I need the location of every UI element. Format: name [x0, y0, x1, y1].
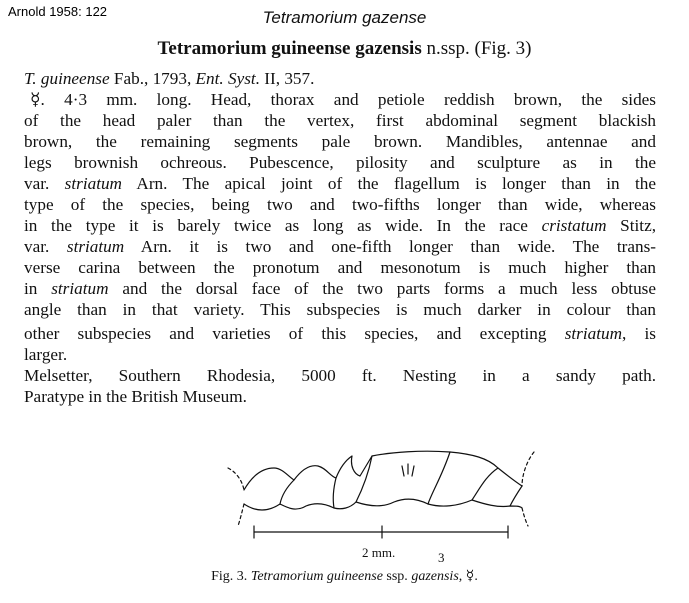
desc-line: brown, the remaining segments pale brown. Mandibles, antennae and	[24, 132, 656, 151]
desc-line: other subspecies and varieties of this species, and excepting striatum, is	[24, 324, 656, 343]
desc-line: larger.	[24, 345, 68, 364]
desc-line: legs brownish ochreous. Pubescence, pilosity and sculpture as in the	[24, 153, 656, 172]
scale-label: 2 mm.	[362, 545, 396, 560]
citation-header: Arnold 1958: 122	[8, 4, 108, 19]
segment-line	[356, 456, 372, 502]
segment-line	[428, 452, 450, 504]
sculpture-mark	[402, 466, 404, 476]
body-outline-bottom	[244, 499, 522, 510]
species-header: Tetramorium gazense	[262, 8, 427, 27]
sculpture-mark	[412, 466, 414, 476]
segment-line	[333, 478, 336, 508]
segment-line	[280, 480, 294, 504]
segment-line	[510, 486, 522, 506]
taxon-suffix: n.ssp. (Fig. 3)	[421, 38, 532, 59]
desc-line: ☿. 4·3 mm. long. Head, thorax and petiole reddish brown, the sides	[30, 90, 656, 109]
locality-line: Paratype in the British Museum.	[24, 387, 247, 406]
desc-line: var. striatum Arn. The apical joint of the flagellum is longer than in the	[24, 174, 656, 193]
description-body	[24, 68, 656, 407]
desc-line: var. striatum Arn. it is two and one-fifth longer than wide. The trans-	[24, 237, 657, 256]
body-outline-top	[244, 451, 522, 490]
taxon-name: Tetramorium guineense gazensis	[157, 38, 422, 59]
segment-line	[472, 468, 498, 500]
cut-line-left-lower	[238, 504, 244, 526]
cut-line-left	[228, 468, 244, 490]
desc-line: in the type it is barely twice as long as wide. In the race cristatum Stitz,	[24, 216, 656, 235]
figure-caption: Fig. 3. Tetramorium guineense ssp. gazensis, ☿.	[211, 569, 478, 584]
figure-number: 3	[438, 550, 445, 565]
cut-line-right	[522, 452, 534, 486]
desc-line: in striatum and the dorsal face of the two parts forms a much less obtuse	[24, 279, 656, 298]
cut-line-right-lower	[522, 508, 528, 526]
locality-line: Melsetter, Southern Rhodesia, 5000 ft. Nesting in a sandy path.	[24, 366, 656, 385]
desc-line: verse carina between the pronotum and mesonotum is much higher than	[24, 258, 656, 277]
reference-line: T. guineense Fab., 1793, Ent. Syst. II, 357.	[24, 69, 315, 88]
section-title	[0, 38, 689, 60]
desc-line: angle than in that variety. This subspecies is much darker in colour than	[24, 300, 656, 319]
desc-line: type of the species, being two and two-fifths longer than wide, whereas	[24, 195, 656, 214]
desc-line: of the head paler than the vertex, first abdominal segment blackish	[24, 111, 656, 130]
